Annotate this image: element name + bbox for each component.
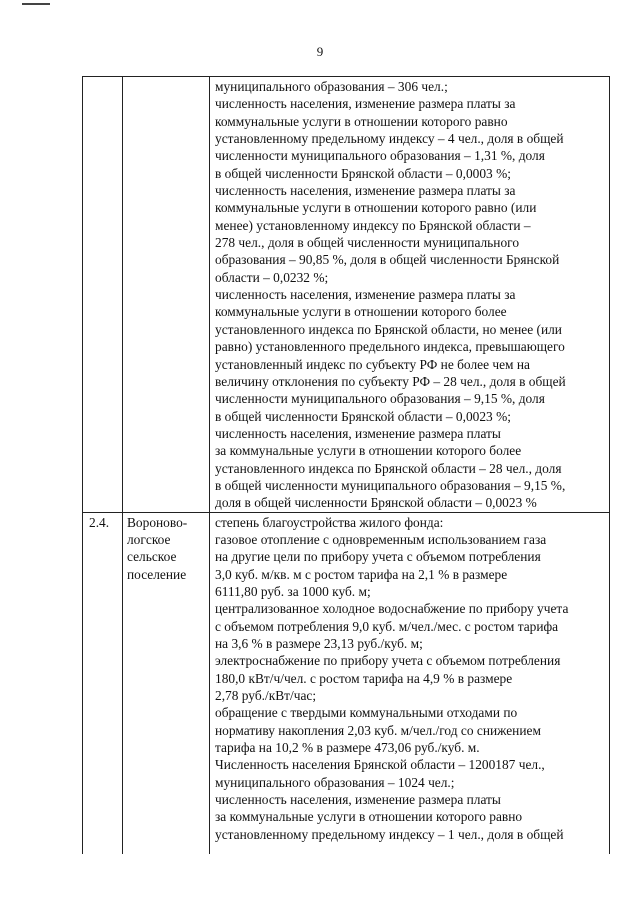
row-number-cell	[83, 77, 123, 513]
page-number: 9	[316, 44, 324, 59]
text-line: численность населения, изменение размера платы за	[215, 287, 516, 303]
text-line: муниципального образования – 1024 чел.;	[215, 774, 455, 790]
text-line: установленному предельному индексу – 1 чел., доля в общей	[215, 826, 564, 842]
municipality-name-line: поселение	[127, 566, 187, 582]
text-line: области – 0,0232 %;	[215, 269, 329, 285]
text-line: на другие цели по прибору учета с объемом потребления	[215, 549, 541, 565]
text-line: численности муниципального образования – 9,15 %, доля	[215, 391, 545, 407]
text-line: 3,0 куб. м/кв. м с ростом тарифа на 2,1 % в размере	[215, 566, 508, 582]
text-line: установленного индекса по Брянской области, но менее (или	[215, 321, 562, 337]
text-line: 278 чел., доля в общей численности муниципального	[215, 235, 520, 251]
text-line: муниципального образования – 306 чел.;	[215, 79, 448, 94]
text-line: нормативу накопления 2,03 куб. м/чел./год со снижением	[215, 722, 541, 738]
municipality-name-line: Вороново-	[127, 514, 188, 530]
text-line: величину отклонения по субъекту РФ – 28 чел., доля в общей	[215, 373, 566, 389]
text-line: электроснабжение по прибору учета с объемом потребления	[215, 653, 561, 669]
row-number-cell: 2.4.	[83, 512, 123, 854]
text-line: коммунальные услуги в отношении которого равно	[215, 113, 508, 129]
row-description-cell	[210, 512, 610, 854]
text-line: численность населения, изменение размера платы	[215, 425, 501, 441]
municipality-name-line: сельское	[127, 549, 177, 565]
municipality-name-cell	[123, 77, 210, 513]
text-line: за коммунальные услуги в отношении которого более	[215, 443, 522, 459]
text-line: 2,78 руб./кВт/час;	[215, 688, 317, 704]
text-line: доля в общей численности Брянской области – 0,0023 %	[215, 495, 537, 511]
row-description-cell	[210, 77, 610, 513]
text-line: тарифа на 10,2 % в размере 473,06 руб./куб. м.	[215, 740, 480, 756]
text-line: степень благоустройства жилого фонда:	[215, 514, 444, 530]
text-line: за коммунальные услуги в отношении которого равно	[215, 809, 523, 825]
text-line: установленный индекс по субъекту РФ не более чем на	[215, 356, 530, 372]
text-line: 6111,80 руб. за 1000 куб. м;	[215, 583, 371, 599]
text-line: с объемом потребления 9,0 куб. м/чел./мес. с ростом тарифа	[215, 618, 559, 634]
text-line: централизованное холодное водоснабжение по прибору учета	[215, 601, 569, 617]
text-line: установленному предельному индексу – 4 чел., доля в общей	[215, 131, 564, 147]
municipality-name-cell	[123, 512, 210, 854]
text-line: коммунальные услуги в отношении которого равно (или	[215, 200, 537, 216]
text-line: 180,0 кВт/ч/чел. с ростом тарифа на 4,9 % в размере	[215, 670, 513, 686]
text-line: Численность населения Брянской области – 1200187 чел.,	[215, 757, 545, 773]
text-line: образования – 90,85 %, доля в общей численности Брянской	[215, 252, 560, 268]
tariff-table	[82, 76, 610, 854]
text-line: на 3,6 % в размере 23,13 руб./куб. м;	[215, 636, 423, 651]
text-line: численность населения, изменение размера платы за	[215, 96, 516, 112]
text-line: численность населения, изменение размера платы	[215, 792, 501, 808]
text-line: в общей численности Брянской области – 0,0003 %;	[215, 165, 511, 181]
scan-corner-mark	[22, 3, 50, 5]
text-line: коммунальные услуги в отношении которого более	[215, 304, 507, 320]
text-line: газовое отопление с одновременным использованием газа	[215, 531, 547, 547]
text-line: установленного индекса по Брянской области – 28 чел., доля	[215, 460, 562, 476]
text-line: в общей численности муниципального образования – 9,15 %,	[215, 477, 566, 493]
text-line: обращение с твердыми коммунальными отходами по	[215, 705, 518, 721]
text-line: численность населения, изменение размера платы за	[215, 183, 516, 199]
text-line: равно) установленного предельного индекса, превышающего	[215, 339, 565, 355]
municipality-name-line: логское	[127, 531, 171, 547]
text-line: численности муниципального образования – 1,31 %, доля	[215, 148, 545, 164]
text-line: в общей численности Брянской области – 0,0023 %;	[215, 408, 511, 424]
text-line: менее) установленному индексу по Брянской области –	[215, 217, 531, 233]
table-row	[83, 512, 610, 854]
table-row	[83, 77, 610, 513]
